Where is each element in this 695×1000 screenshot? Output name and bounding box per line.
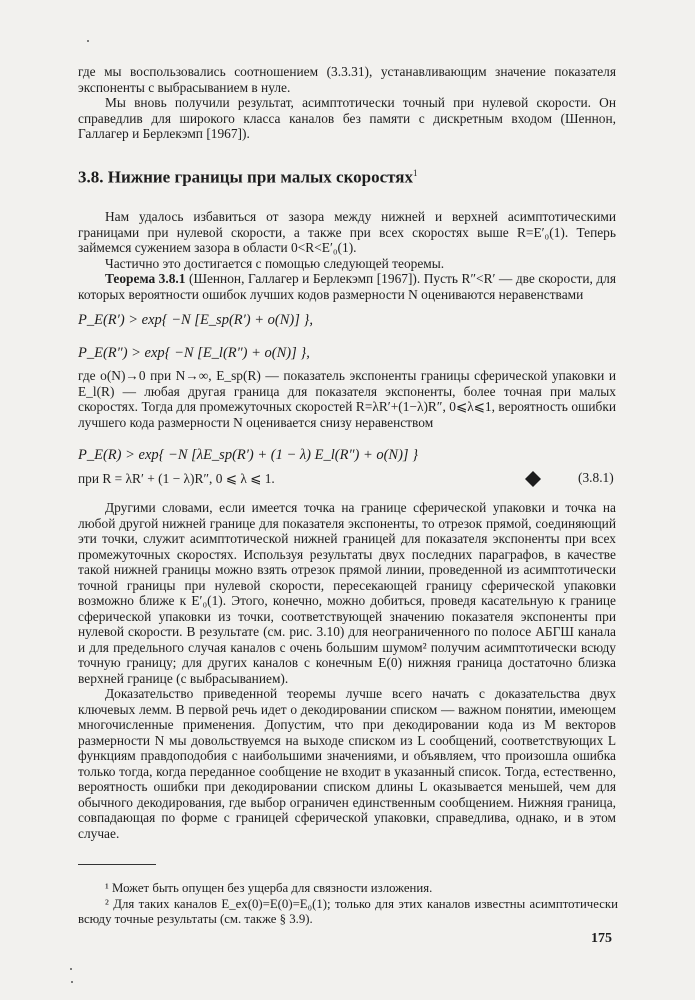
body-text	[78, 500, 616, 841]
section-heading	[78, 163, 618, 188]
footnote-2: ² Для таких каналов E_ex(0)=E(0)=E₀(1); только для этих каналов известны асимптотически всюду точные результаты (см. также § 3.9).	[78, 897, 618, 926]
page-number: 175	[591, 931, 612, 946]
theorem-label: Теорема 3.8.1	[105, 271, 186, 286]
end-of-theorem-icon	[525, 471, 541, 487]
top-text	[78, 64, 616, 142]
paragraph-proof-intro: Доказательство приведенной теоремы лучше всего начать с доказательства двух ключевых лемм. В первой речь идет о декодировании списком — важном понятии, имеющем многочисленные применения. Допустим, что при декодировании кода из M векторов размерности N мы довольствуемся на выходе списком из L сообщений, соответствующих L функциям правдоподобия с наибольшими значениями, и объявляем, что произошла ошибка только тогда, когда переданное сообщение не входит в указанный список. Тогда, естественно, вероятность ошибки при декодировании списком длины L оказывается меньшей, чем для обычного декодирования, где выбор ограничен единственным сообщением. Нижняя граница, совпадающая по форме с границей сферической упаковки, справедлива, однако, и в этом случае.	[78, 686, 616, 841]
after-formulas-text	[78, 368, 616, 430]
scan-speck	[71, 981, 73, 983]
formula-1: P_E(R′) > exp{ −N [E_sp(R′) + o(N)] },	[78, 312, 313, 328]
paragraph-continuation: где мы воспользовались соотношением (3.3.31), устанавливающим значение показателя экспоненты с выбрасыванием в нуле.	[78, 64, 616, 95]
formula-2: P_E(R″) > exp{ −N [E_l(R″) + o(N)] },	[78, 345, 310, 361]
theorem-statement	[78, 271, 616, 302]
paragraph-explanation: Другими словами, если имеется точка на границе сферической упаковки и точка на любой другой нижней границе для показателя экспоненты, то отрезок прямой, соединяющий эти точки, служит асимптотической нижней границей для показателя экспоненты при всех промежуточных скоростях. Используя результаты двух последних параграфов, в качестве такой нижней границы можно взять отрезок прямой линии, проведенной из асимптотически точной границы при нулевой скорости, пересекающей границу сферической упаковки возможно ближе к E′₀(1). Этого, конечно, можно добиться, проведя касательную к границе сферической упаковки из точки, соответствующей значению показателя экспоненты при нулевой скорости. В результате (см. рис. 3.10) для неограниченного по полосе АБГШ канала и для предельного случая каналов с очень большим шумом² получим асимптотически всюду точную границу; для других каналов с конечным E(0) нижняя граница достаточно близка верхней границе (с выбрасыванием).	[78, 500, 616, 686]
intro-text	[78, 209, 616, 302]
section-title: 3.8. Нижние границы при малых скоростях	[78, 167, 413, 187]
footnote-1: ¹ Может быть опущен без ущерба для связности изложения.	[105, 881, 433, 895]
footnote-separator	[78, 864, 156, 865]
equation-number: (3.8.1)	[578, 470, 614, 485]
paragraph-result: Мы вновь получили результат, асимптотически точный при нулевой скорости. Он справедлив для широкого класса каналов без памяти с дискретным входом (Шеннон, Галлагер и Берлекэмп [1967]).	[78, 95, 616, 141]
paragraph-intro: Нам удалось избавиться от зазора между нижней и верхней асимптотическими границами при нулевой скорости, а также при всех скоростях выше R=E′₀(1). Теперь займемся сужением зазора в области 0<R<E′₀(1).	[78, 209, 616, 255]
theorem-text: (Шеннон, Галлагер и Берлекэмп [1967]). Пусть R″<R′ — две скорости, для которых вероятности ошибок лучших кодов размерности N оцениваются неравенствами	[78, 271, 616, 302]
scan-speck	[87, 40, 89, 42]
section-footnote-mark: 1	[412, 168, 418, 178]
formula-3-condition: при R = λR′ + (1 − λ)R″, 0 ⩽ λ ⩽ 1.	[78, 471, 275, 486]
scan-speck	[70, 968, 72, 970]
paragraph-intro-2: Частично это достигается с помощью следующей теоремы.	[105, 255, 445, 271]
formula-3: P_E(R) > exp{ −N [λE_sp(R′) + (1 − λ) E_l(R″) + o(N)] }	[78, 447, 418, 463]
paragraph-definitions: где o(N)→0 при N→∞, E_sp(R) — показатель экспоненты границы сферической упаковки и E_l(R) — любая другая граница для показателя экспоненты, более точная при малых скоростях. Тогда для промежуточных скоростей R=λR′+(1−λ)R″, 0⩽λ⩽1, вероятность ошибки лучшего кода размерности N оценивается снизу неравенством	[78, 368, 616, 430]
